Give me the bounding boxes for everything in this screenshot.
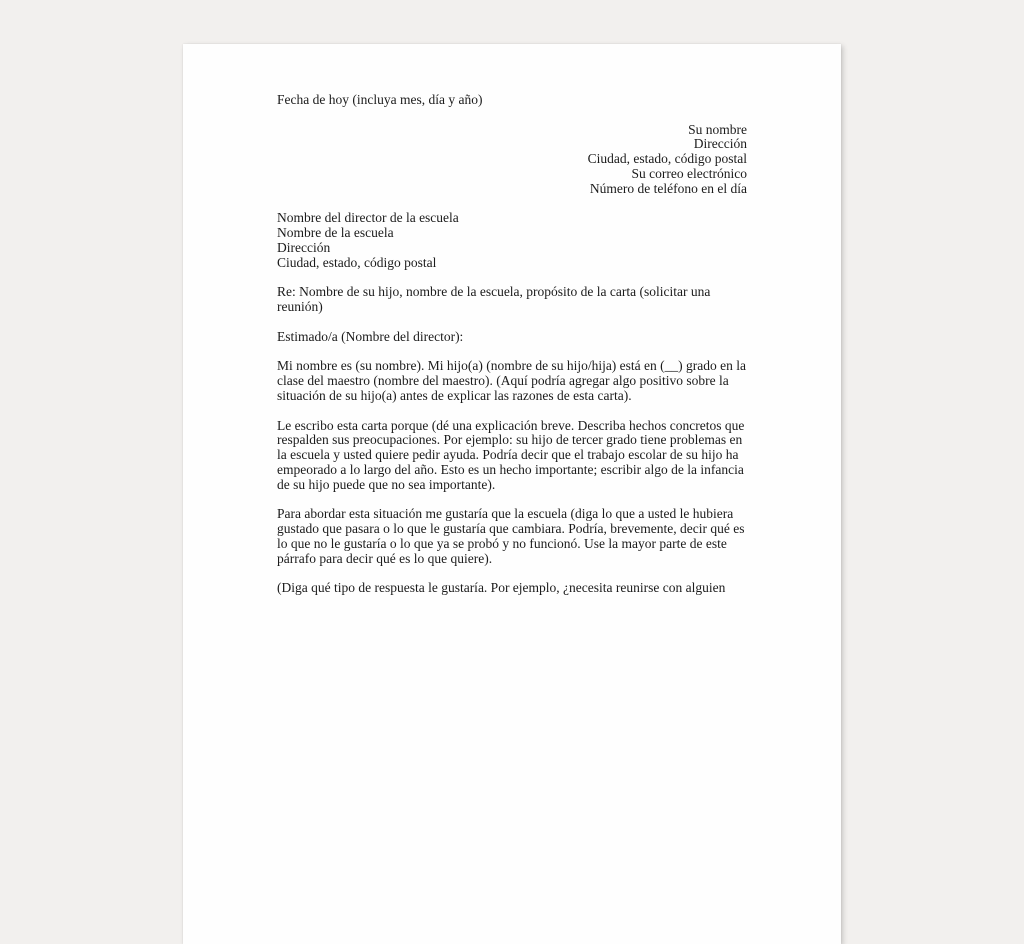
- sender-phone-line: Número de teléfono en el día: [589, 180, 747, 196]
- paragraph-introduction: Mi nombre es (su nombre). Mi hijo(a) (nombre de su hijo/hija) está en (__) grado en la clase del maestro (nombre del maestro). (Aquí podría agregar algo positivo sobre la situación de su hijo(a) antes de explicar las razones de esta carta).: [277, 358, 746, 403]
- sender-email-line: Su correo electrónico: [631, 165, 747, 181]
- letter-body: [183, 44, 841, 596]
- recipient-director-line: Nombre del director de la escuela: [277, 210, 459, 226]
- sender-street-line: Dirección: [693, 136, 747, 152]
- recipient-school-line: Nombre de la escuela: [277, 225, 394, 241]
- recipient-city-line: Ciudad, estado, código postal: [277, 254, 437, 270]
- date-line: Fecha de hoy (incluya mes, día y año): [277, 92, 483, 107]
- recipient-address-block: [277, 211, 747, 270]
- sender-city-line: Ciudad, estado, código postal: [587, 151, 747, 167]
- sender-address-block: [277, 123, 747, 197]
- paragraph-request: Para abordar esta situación me gustaría que la escuela (diga lo que a usted le hubiera gustado que pasara o lo que le gustaría que cambiara. Podría, brevemente, decir qué es lo que no le gustaría o lo que ya se probó y no funcionó. Use la mayor parte de este párrafo para decir qué es lo que quiere).: [277, 506, 745, 566]
- subject-re-line: Re: Nombre de su hijo, nombre de la escuela, propósito de la carta (solicitar una reunión): [277, 284, 711, 315]
- salutation-line: Estimado/a (Nombre del director):: [277, 328, 464, 344]
- letter-page: [183, 44, 841, 944]
- recipient-street-line: Dirección: [277, 239, 331, 255]
- sender-name-line: Su nombre: [688, 121, 747, 137]
- paragraph-response-partial: (Diga qué tipo de respuesta le gustaría. Por ejemplo, ¿necesita reunirse con alguien: [277, 580, 726, 596]
- paragraph-reason: Le escribo esta carta porque (dé una explicación breve. Describa hechos concretos que respalden sus preocupaciones. Por ejemplo: su hijo de tercer grado tiene problemas en la escuela y usted quiere pedir ayuda. Podría decir que el trabajo escolar de su hijo ha empeorado a lo largo del año. Esto es un hecho importante; escribir algo de la infancia de su hijo puede que no sea importante).: [277, 417, 745, 492]
